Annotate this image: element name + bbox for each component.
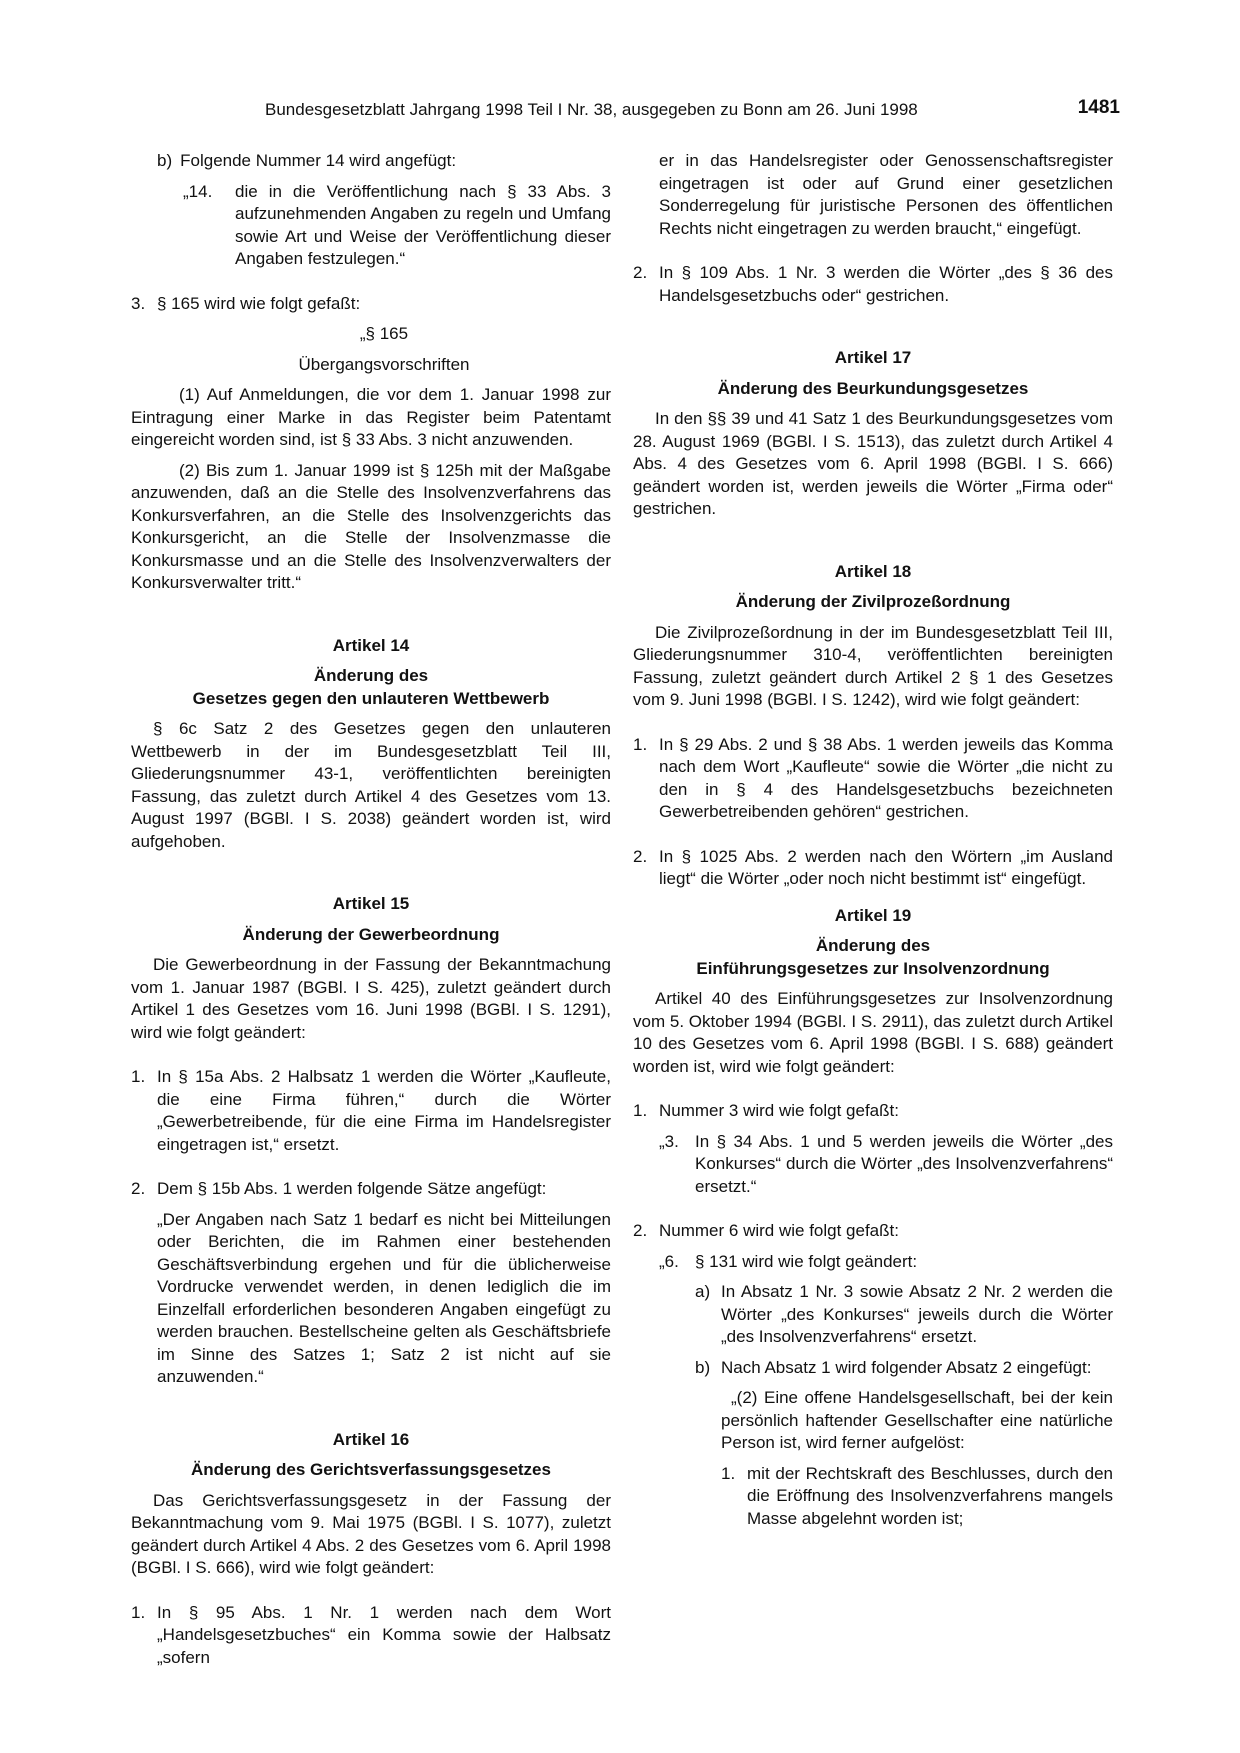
item-number: 2. (131, 1179, 146, 1198)
paragraph: In den §§ 39 und 41 Satz 1 des Beurkundungsgesetzes vom 28. August 1969 (BGBl. I S. 1513), das zuletzt durch Artikel 4 Abs. 4 des Gesetzes vom 6. April 1998 (BGBl. I S. 666) geändert worden ist, werden jeweils die Wörter „Firma oder“ gestrichen. (633, 409, 1113, 518)
list-item (131, 1602, 611, 1670)
item-text: Folgende Nummer 14 wird angefügt: (180, 151, 457, 170)
item-number: 2. (633, 1221, 648, 1240)
item-number: 1. (633, 734, 648, 754)
item-text: In § 29 Abs. 2 und § 38 Abs. 1 werden jeweils das Komma nach dem Wort „Kaufleute“ sowie die Wörter „die nicht zu den in § 4 des Handelsgesetzbuchs bezeichneten Gewerbetreibenden gehören“ gestrichen. (659, 734, 1113, 821)
paragraph: Die Zivilprozeßordnung in der im Bundesgesetzblatt Teil III, Gliederungsnummer 310-4, veröffentlichten bereinigten Fassung, zuletzt geändert durch Artikel 2 § 1 des Gesetzes vom 9. Juni 1998 (BGBl. I S. 1242), wird wie folgt geändert: (633, 622, 1113, 709)
page-number: 1481 (1077, 97, 1120, 118)
quoted-text: „(2) Eine offene Handelsgesellschaft, bei der kein persönlich haftender Gesellschafter eine natürliche Person ist, wird ferner aufgelöst: (721, 1388, 1113, 1452)
item-text: mit der Rechtskraft des Beschlusses, durch den die Eröffnung des Insolvenzverfahrens mangels Masse abgelehnt worden ist; (747, 1463, 1113, 1528)
list-item (695, 1357, 1113, 1380)
article-title: Gesetzes gegen den unlauteren Wettbewerb (192, 688, 550, 708)
list-item (633, 1100, 1113, 1123)
left-column (131, 150, 611, 1669)
list-item (659, 1251, 1113, 1274)
list-item (633, 1220, 1113, 1243)
running-header: Bundesgesetzblatt Jahrgang 1998 Teil I Nr. 38, ausgegeben zu Bonn am 26. Juni 1998 (265, 100, 918, 119)
list-item (183, 181, 611, 271)
article-title: Einführungsgesetzes zur Insolvenzordnung (696, 958, 1050, 978)
article-title: Änderung des (313, 666, 429, 685)
quoted-text: „Der Angaben nach Satz 1 bedarf es nicht bei Mitteilungen oder Berichten, die im Rahmen einer bestehenden Geschäftsverbindung ergehen und für die üblicherweise Vordrucke verwendet werden, in denen lediglich die im Einzelfall erforderlichen besonderen Angaben eingefügt zu werden brauchen. Bestellscheine gelten als Geschäftsbriefe im Sinne des Satzes 1; Satz 2 ist nicht auf sie anzuwenden.“ (157, 1209, 611, 1386)
item-number: „6. (659, 1251, 679, 1271)
item-number: b) (695, 1357, 711, 1377)
item-text: In § 1025 Abs. 2 werden nach den Wörtern „im Ausland liegt“ die Wörter „oder noch nicht bestimmt ist“ eingefügt. (659, 846, 1113, 888)
item-text: Nummer 3 wird wie folgt gefaßt: (659, 1101, 899, 1120)
paragraph: (2) Bis zum 1. Januar 1999 ist § 125h mit der Maßgabe anzuwenden, daß an die Stelle des Insolvenzverfahrens das Konkursverfahren, an die Stelle des Insolvenzgerichts das Konkursgericht, an die Stelle der Insolvenzmasse die Konkursmasse und an die Stelle des Insolvenzverwalters der Konkursverwalter tritt.“ (131, 460, 611, 592)
item-text: In § 109 Abs. 1 Nr. 3 werden die Wörter „des § 36 des Handelsgesetzbuchs oder“ gestrichen. (659, 263, 1113, 305)
list-item (157, 150, 611, 173)
article-heading: Artikel 19 (834, 905, 912, 925)
article-heading: Artikel 15 (332, 894, 410, 913)
article-title: Änderung der Gewerbeordnung (242, 924, 500, 944)
continued-text: er in das Handelsregister oder Genossenschaftsregister eingetragen ist oder auf Grund einer gesetzlichen Sonderregelung für juristische Personen des öffentlichen Rechts nicht eingetragen zu werden braucht,“ eingefügt. (659, 151, 1113, 238)
list-item (633, 734, 1113, 824)
article-heading: Artikel 18 (834, 561, 912, 581)
item-text: Nummer 6 wird wie folgt gefaßt: (659, 1221, 899, 1240)
list-item (659, 1131, 1113, 1199)
list-item (695, 1281, 1113, 1349)
paragraph: Das Gerichtsverfassungsgesetz in der Fassung der Bekanntmachung vom 9. Mai 1975 (BGBl. I S. 1077), zuletzt geändert durch Artikel 4 Abs. 2 des Gesetzes vom 6. April 1998 (BGBl. I S. 666), wird wie folgt geändert: (131, 1490, 611, 1577)
item-number: „14. (183, 181, 213, 201)
paragraph: Die Gewerbeordnung in der Fassung der Bekanntmachung vom 1. Januar 1987 (BGBl. I S. 425), zuletzt geändert durch Artikel 1 des Gesetzes vom 16. Juni 1998 (BGBl. I S. 1291), wird wie folgt geändert: (131, 955, 611, 1042)
list-item (633, 262, 1113, 307)
item-number: a) (695, 1282, 711, 1301)
paragraph: (1) Auf Anmeldungen, die vor dem 1. Januar 1998 zur Eintragung einer Marke in das Register beim Patentamt eingereicht worden sind, ist § 33 Abs. 3 nicht anzuwenden. (131, 385, 611, 449)
list-item (721, 1463, 1113, 1531)
article-heading: Artikel 17 (834, 348, 912, 367)
item-number: 1. (131, 1602, 146, 1622)
item-text: Dem § 15b Abs. 1 werden folgende Sätze angefügt: (157, 1179, 547, 1198)
item-text: § 131 wird wie folgt geändert: (695, 1251, 918, 1271)
article-title: Änderung des (815, 936, 931, 955)
article-title: Änderung des Gerichtsverfassungsgesetzes (191, 1460, 551, 1479)
item-number: 1. (131, 1067, 146, 1086)
item-text: § 165 wird wie folgt gefaßt: (157, 293, 361, 313)
item-text: In § 15a Abs. 2 Halbsatz 1 werden die Wörter „Kaufleute, die eine Firma führen,“ durch die Wörter „Gewerbetreibende, für die eine Firma im Handelsregister eingetragen ist,“ ersetzt. (157, 1067, 611, 1154)
article-title: Änderung des Beurkundungsgesetzes (717, 378, 1029, 398)
section-number: „§ 165 (359, 324, 409, 343)
item-number: 2. (633, 263, 648, 282)
item-number: „3. (659, 1131, 679, 1151)
right-column (633, 150, 1113, 1530)
section-title: Übergangsvorschriften (298, 354, 470, 374)
list-item (131, 1066, 611, 1156)
paragraph: § 6c Satz 2 des Gesetzes gegen den unlauteren Wettbewerb in der im Bundesgesetzblatt Teil III, Gliederungsnummer 43-1, veröffentlichten bereinigten Fassung, das zuletzt durch Artikel 4 des Gesetzes vom 13. August 1997 (BGBl. I S. 2038) geändert worden ist, wird aufgehoben. (131, 719, 611, 851)
list-item (633, 846, 1113, 891)
item-text: In § 95 Abs. 1 Nr. 1 werden nach dem Wort „Handelsgesetzbuches“ ein Komma sowie der Halbsatz „sofern (157, 1602, 611, 1667)
item-number: 1. (633, 1101, 648, 1120)
article-title: Änderung der Zivilprozeßordnung (735, 592, 1011, 611)
list-item (131, 293, 611, 316)
item-text: In § 34 Abs. 1 und 5 werden jeweils die Wörter „des Konkurses“ durch die Wörter „des Insolvenzverfahrens“ ersetzt.“ (695, 1131, 1113, 1196)
item-number: b) (157, 151, 173, 170)
article-heading: Artikel 16 (332, 1429, 410, 1449)
item-text: In Absatz 1 Nr. 3 sowie Absatz 2 Nr. 2 werden die Wörter „des Konkurses“ jeweils durch die Wörter „des Insolvenzverfahrens“ ersetzt. (721, 1282, 1113, 1346)
item-text: Nach Absatz 1 wird folgender Absatz 2 eingefügt: (721, 1357, 1092, 1377)
item-text: die in die Veröffentlichung nach § 33 Abs. 3 aufzunehmenden Angaben zu regeln und Umfang sowie Art und Weise der Veröffentlichung dieser Angaben festzulegen.“ (235, 181, 611, 268)
item-number: 1. (721, 1463, 736, 1483)
item-number: 2. (633, 846, 648, 866)
list-item (131, 1178, 611, 1201)
item-number: 3. (131, 293, 146, 313)
paragraph: Artikel 40 des Einführungsgesetzes zur Insolvenzordnung vom 5. Oktober 1994 (BGBl. I S. 2911), das zuletzt durch Artikel 10 des Gesetzes vom 6. April 1998 (BGBl. I S. 688) geändert worden ist, wird wie folgt geändert: (633, 989, 1113, 1076)
article-heading: Artikel 14 (332, 635, 410, 655)
